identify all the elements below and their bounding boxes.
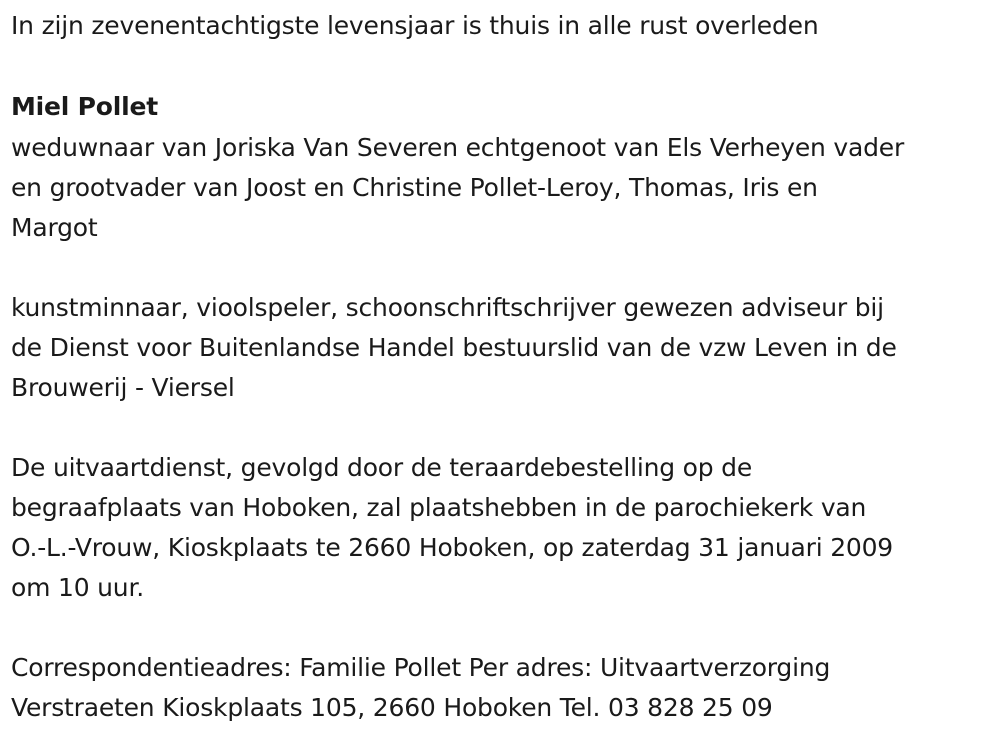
funeral-line-3: O.-L.-Vrouw, Kioskplaats te 2660 Hoboken, op zaterdag 31 januari 2009 [11,533,894,562]
biography-line-1: kunstminnaar, vioolspeler, schoonschriftschrijver gewezen adviseur bij [11,293,884,322]
paragraph-spacer [11,248,986,288]
family-line-2: en grootvader van Joost en Christine Pollet-Leroy, Thomas, Iris en [11,173,818,202]
biography-line-3: Brouwerij - Viersel [11,373,235,402]
funeral-line-2: begraafplaats van Hoboken, zal plaatshebben in de parochiekerk van [11,493,867,522]
paragraph-spacer [11,608,986,648]
funeral-line-1: De uitvaartdienst, gevolgd door de teraardebestelling op de [11,453,753,482]
obituary-notice [11,6,986,728]
paragraph-spacer [11,408,986,448]
biography-paragraph [11,288,986,408]
biography-line-2: de Dienst voor Buitenlandse Handel bestuurslid van de vzw Leven in de [11,333,897,362]
family-line-1: weduwnaar van Joriska Van Severen echtgenoot van Els Verheyen vader [11,133,905,162]
intro-text: In zijn zevenentachtigste levensjaar is thuis in alle rust overleden [11,11,819,40]
correspondence-paragraph [11,648,986,728]
correspondence-line-1: Correspondentieadres: Familie Pollet Per adres: Uitvaartverzorging [11,653,831,682]
family-paragraph [11,128,986,248]
deceased-name: Miel Pollet [11,92,159,121]
funeral-paragraph [11,448,986,608]
funeral-line-4: om 10 uur. [11,573,144,602]
family-line-3: Margot [11,213,98,242]
correspondence-line-2: Verstraeten Kioskplaats 105, 2660 Hoboken Tel. 03 828 25 09 [11,693,773,722]
